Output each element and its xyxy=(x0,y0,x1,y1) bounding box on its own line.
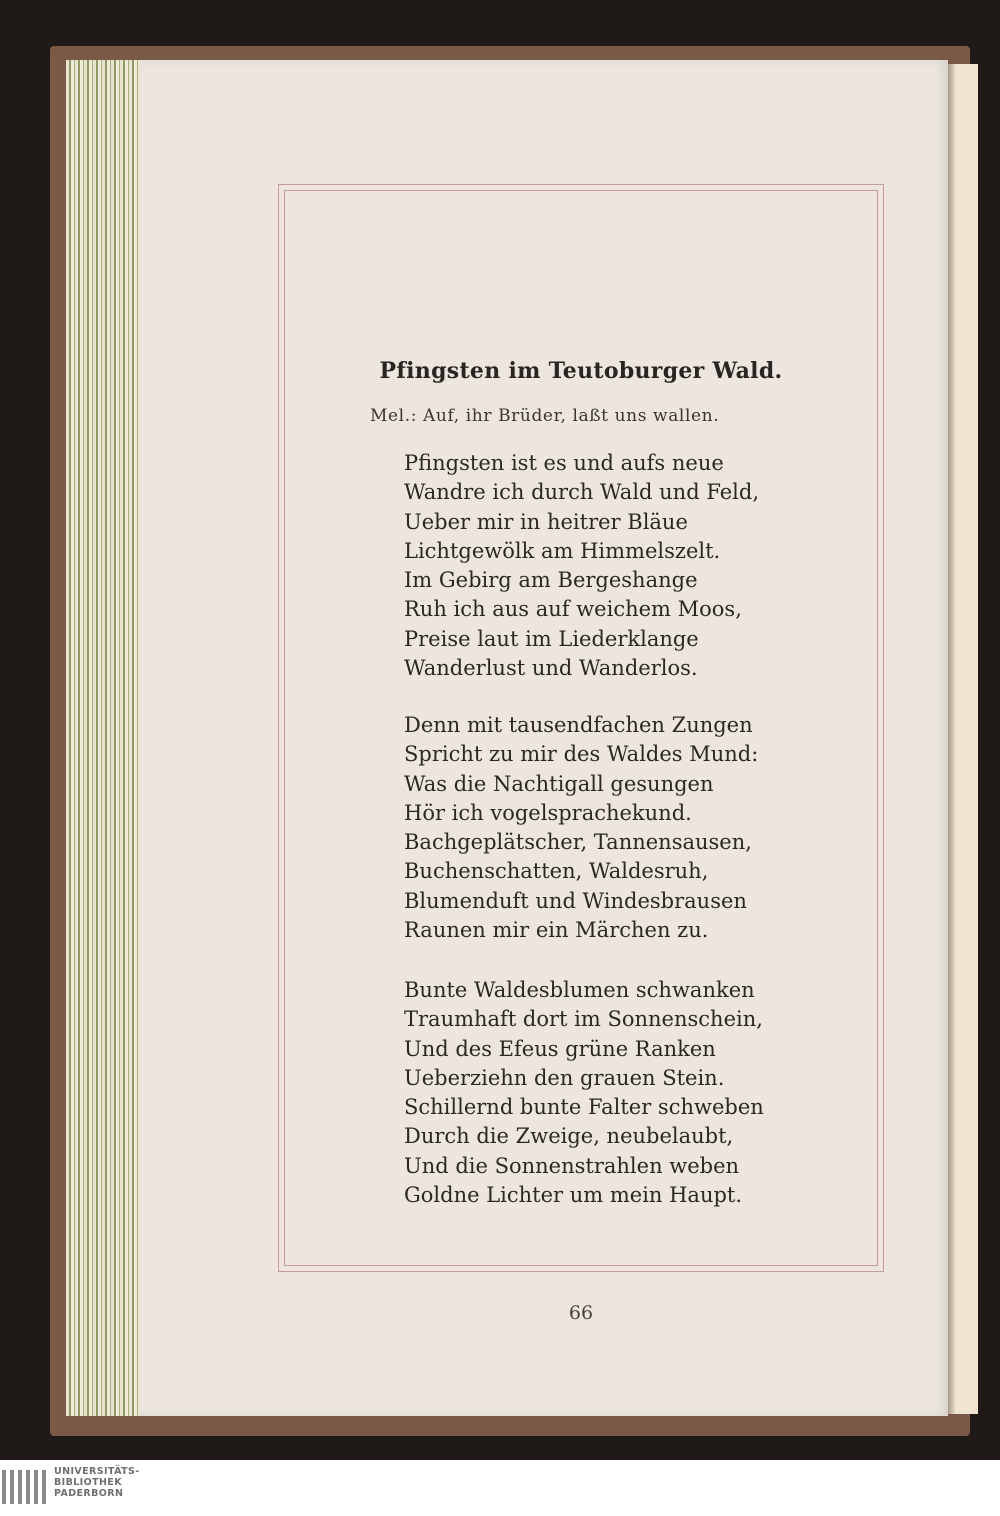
verse-line: Ueber mir in heitrer Bläue xyxy=(404,509,688,534)
verse-line: Und des Efeus grüne Ranken xyxy=(404,1036,716,1061)
library-logo-text xyxy=(54,1466,140,1499)
verse-line: Raunen mir ein Märchen zu. xyxy=(404,918,709,943)
verse-line: Pfingsten ist es und aufs neue xyxy=(404,451,724,475)
verse-line: Buchenschatten, Waldesruh, xyxy=(404,859,709,884)
library-logo xyxy=(0,1462,160,1512)
verse-line: Goldne Lichter um mein Haupt. xyxy=(404,1183,743,1208)
poem-title: Pfingsten im Teutoburger Wald. xyxy=(379,358,783,384)
verse-line: Lichtgewölk am Himmelszelt. xyxy=(404,538,721,563)
verse-line: Durch die Zweige, neubelaubt, xyxy=(404,1124,734,1149)
verse-line: Bunte Waldesblumen schwanken xyxy=(404,978,755,1002)
verse-line: Denn mit tausendfachen Zungen xyxy=(404,713,753,737)
verse-line: Was die Nachtigall gesungen xyxy=(404,771,714,796)
verse-line: Bachgeplätscher, Tannensausen, xyxy=(404,830,752,855)
verse-line: Traumhaft dort im Sonnenschein, xyxy=(404,1007,763,1032)
verse-line: Ruh ich aus auf weichem Moos, xyxy=(404,597,742,622)
verse-line: Und die Sonnenstrahlen weben xyxy=(404,1153,740,1178)
verse-line: Wanderlust und Wanderlos. xyxy=(404,656,698,681)
page-edges xyxy=(66,60,148,1416)
adjacent-page-edge xyxy=(948,64,978,1414)
page-number: 66 xyxy=(568,1302,594,1324)
verse-line: Schillernd bunte Falter schweben xyxy=(404,1095,764,1120)
logo-line: BIBLIOTHEK xyxy=(54,1477,122,1488)
stanza-1 xyxy=(404,449,824,683)
melody-note: Mel.: Auf, ihr Brüder, laßt uns wallen. xyxy=(370,406,720,426)
verse-line: Wandre ich durch Wald und Feld, xyxy=(404,480,760,505)
verse-line: Hör ich vogelsprachekund. xyxy=(404,800,692,825)
verse-line: Im Gebirg am Bergeshange xyxy=(404,568,698,593)
stanza-2 xyxy=(404,711,824,945)
stanza-3 xyxy=(404,976,824,1210)
library-logo-icon xyxy=(2,1470,46,1504)
logo-line: UNIVERSITÄTS- xyxy=(54,1466,140,1477)
logo-line: PADERBORN xyxy=(54,1488,124,1499)
verse-line: Blumenduft und Windesbrausen xyxy=(404,888,747,913)
verse-line: Spricht zu mir des Waldes Mund: xyxy=(404,742,759,767)
verse-line: Ueberziehn den grauen Stein. xyxy=(404,1065,725,1090)
verse-line: Preise laut im Liederklange xyxy=(404,626,699,651)
